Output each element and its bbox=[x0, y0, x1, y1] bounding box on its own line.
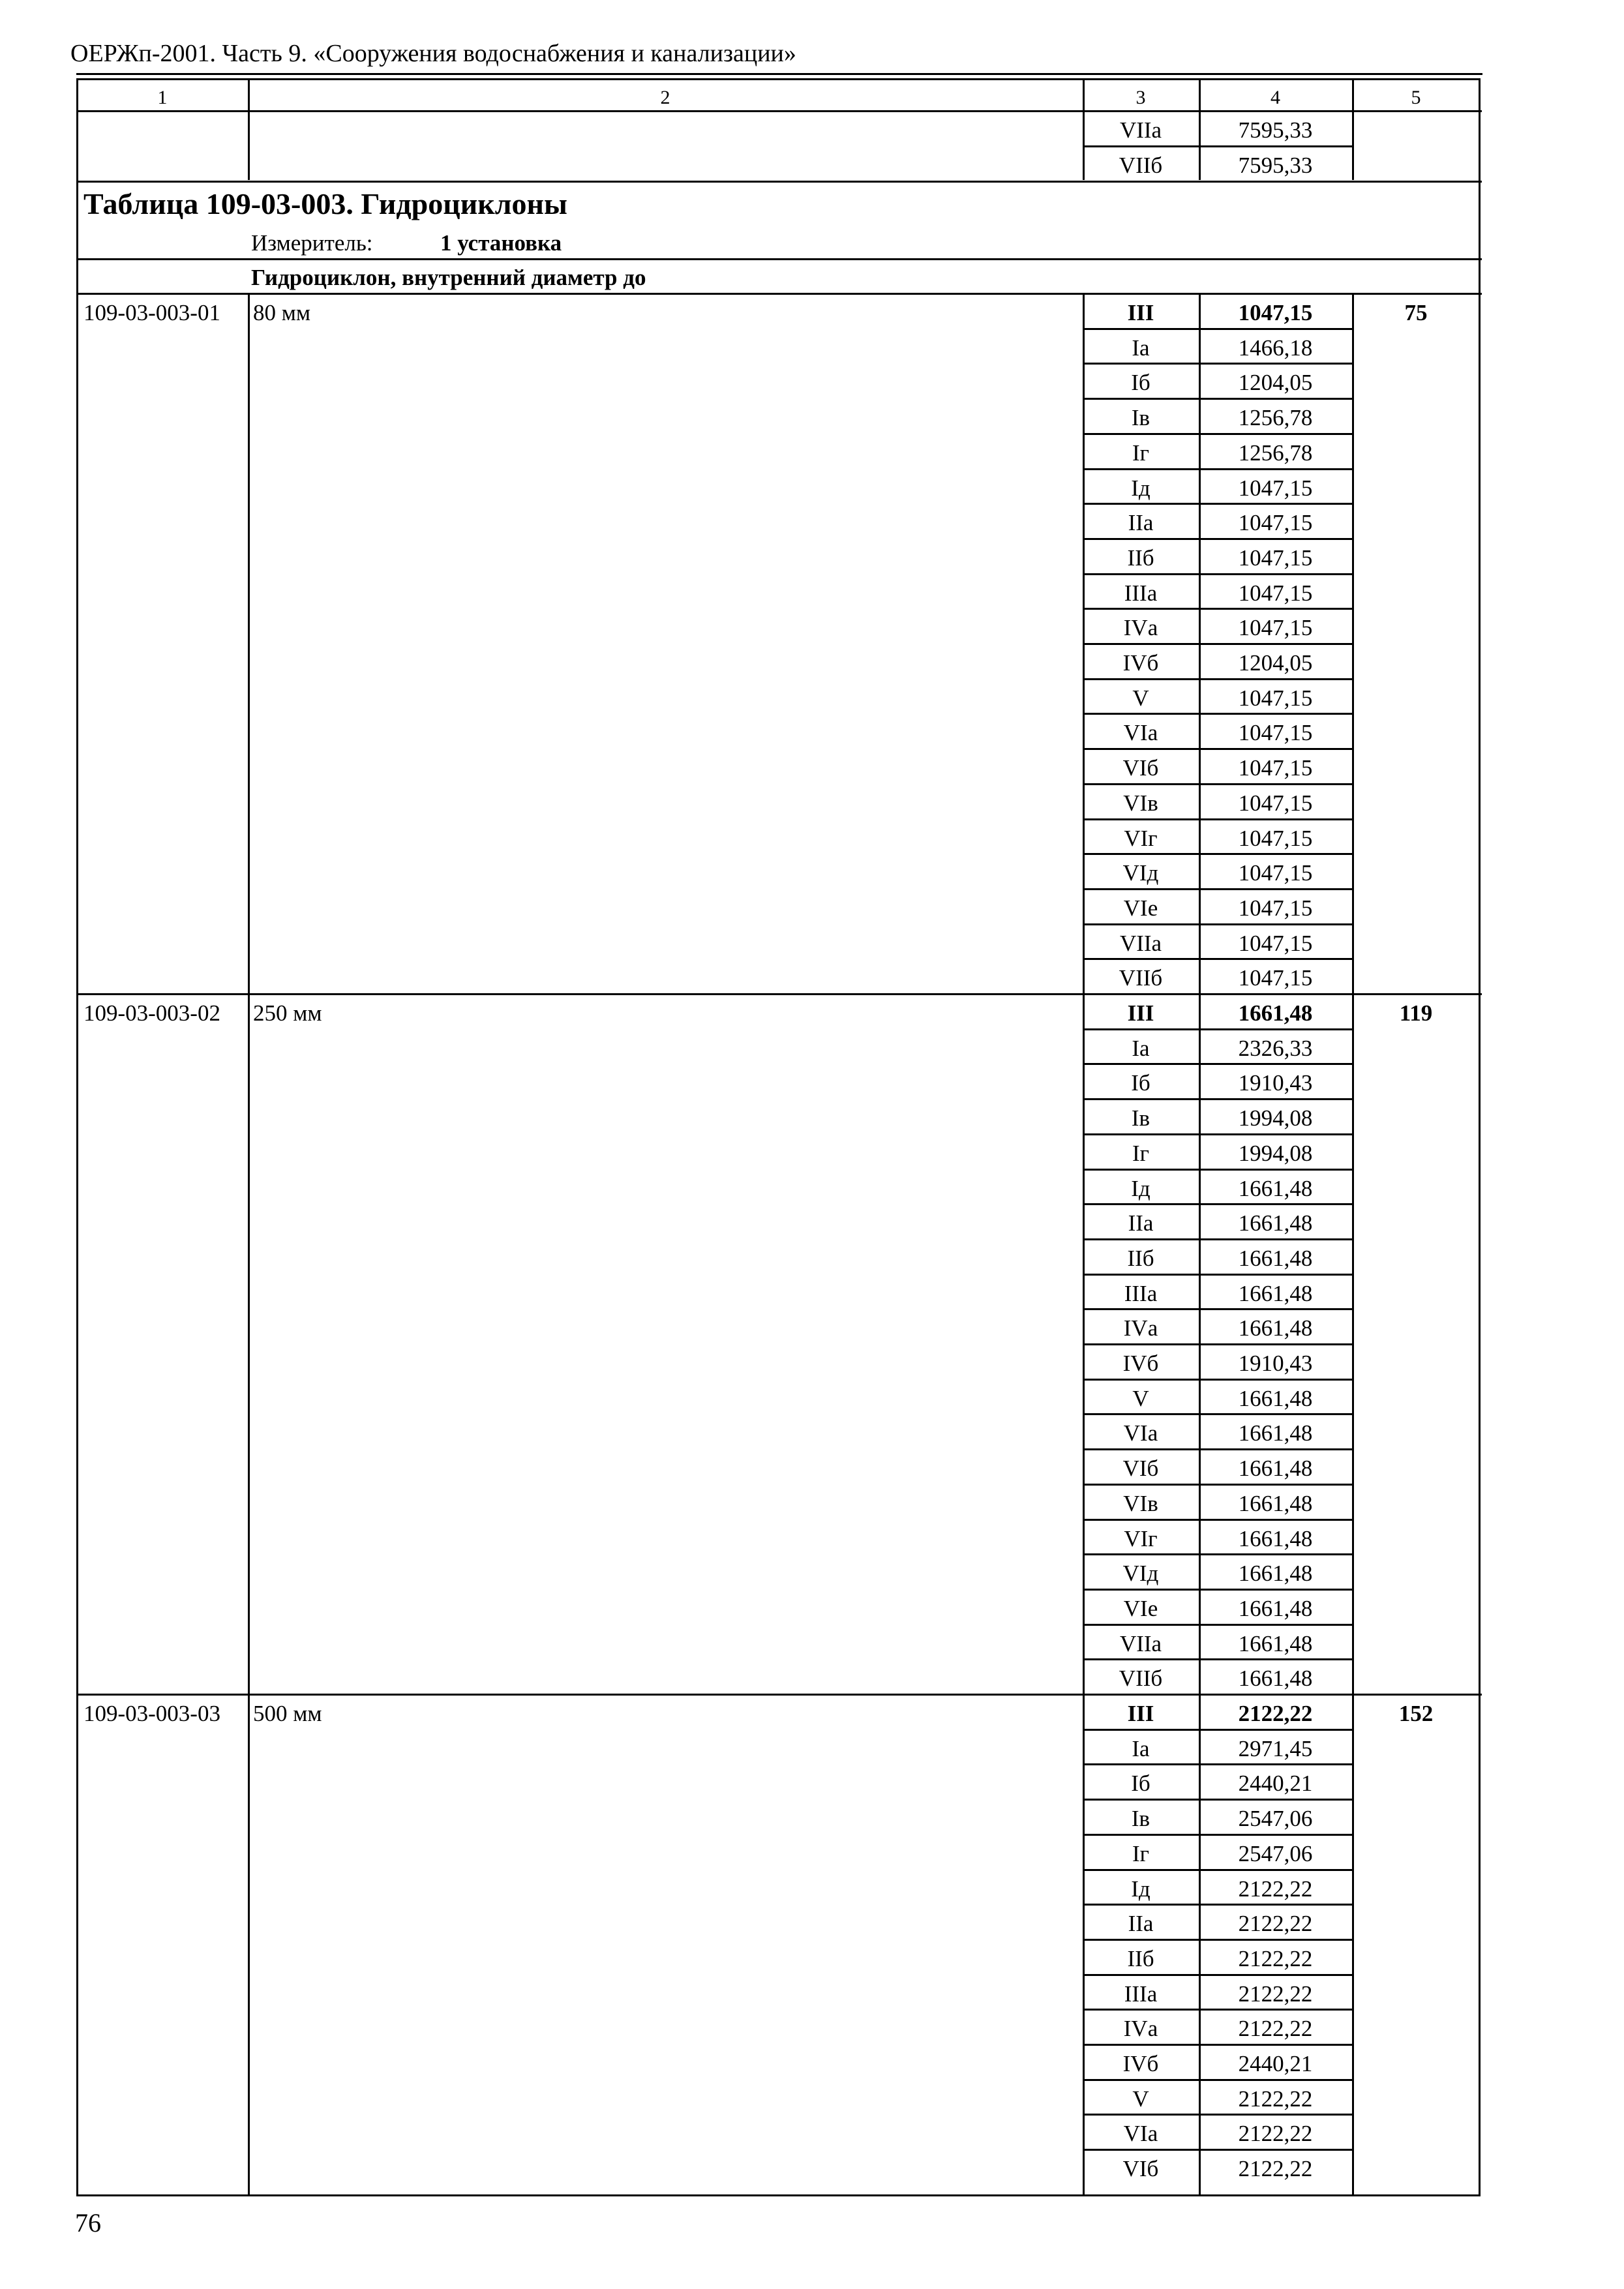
price-cell: 1994,08 bbox=[1238, 1105, 1313, 1131]
price-cell: 1910,43 bbox=[1238, 1070, 1313, 1096]
row-line bbox=[1083, 2114, 1354, 2116]
region-cell: VIб bbox=[1122, 2156, 1159, 2182]
row-line bbox=[1083, 1308, 1354, 1310]
region-cell: IVб bbox=[1122, 650, 1159, 676]
price-cell: 1047,15 bbox=[1238, 300, 1313, 325]
price-cell: 1047,15 bbox=[1238, 755, 1313, 781]
region-cell: Iа bbox=[1132, 1735, 1150, 1761]
region-cell: IVб bbox=[1122, 2051, 1159, 2076]
region-cell: Iв bbox=[1131, 405, 1150, 431]
region-cell: III bbox=[1127, 300, 1154, 325]
region-cell: Iв bbox=[1131, 1105, 1150, 1131]
region-cell: Iг bbox=[1132, 1140, 1149, 1166]
row-line bbox=[1083, 398, 1354, 400]
price-cell: 7595,33 bbox=[1238, 152, 1313, 178]
row-line bbox=[1083, 433, 1354, 435]
item-name: 80 мм bbox=[253, 300, 311, 325]
row-line bbox=[1083, 1169, 1354, 1171]
section-title: Гидроциклон, внутренний диаметр до bbox=[251, 265, 646, 290]
section-bottom bbox=[77, 293, 1482, 295]
region-cell: IIа bbox=[1128, 1911, 1154, 1937]
price-cell: 1661,48 bbox=[1238, 1210, 1313, 1236]
price-cell: 1204,05 bbox=[1238, 370, 1313, 396]
region-cell: IIб bbox=[1127, 545, 1154, 571]
document-header: ОЕРЖп-2001. Часть 9. «Сооружения водоснабжения и канализации» bbox=[70, 40, 796, 67]
row-line bbox=[1083, 2044, 1354, 2046]
region-cell: VIа bbox=[1123, 1420, 1158, 1446]
region-cell: V bbox=[1132, 2086, 1149, 2112]
price-cell: 2440,21 bbox=[1238, 2051, 1313, 2076]
row-line bbox=[1083, 2009, 1354, 2011]
row-line bbox=[1083, 1939, 1354, 1941]
price-cell: 1661,48 bbox=[1238, 1175, 1313, 1201]
region-cell: VIд bbox=[1122, 1561, 1159, 1587]
price-cell: 1661,48 bbox=[1238, 1666, 1313, 1692]
region-cell: Iа bbox=[1132, 335, 1150, 361]
row-line bbox=[1083, 1343, 1354, 1345]
price-cell: 1661,48 bbox=[1238, 1456, 1313, 1482]
region-cell: IIIа bbox=[1124, 1981, 1158, 2007]
row-line bbox=[1083, 1589, 1354, 1591]
row-line bbox=[1083, 1799, 1354, 1801]
region-cell: VIIб bbox=[1119, 1666, 1163, 1692]
region-cell: IVа bbox=[1123, 615, 1158, 641]
region-cell: VIв bbox=[1123, 1490, 1158, 1516]
price-cell: 1047,15 bbox=[1238, 545, 1313, 571]
unit-label: Измеритель: bbox=[251, 230, 373, 256]
region-cell: III bbox=[1127, 1000, 1154, 1026]
item-code: 109-03-003-01 bbox=[83, 300, 220, 325]
body-col-line-1 bbox=[1083, 293, 1085, 2194]
row-line bbox=[1083, 1519, 1354, 1521]
item-code: 109-03-003-02 bbox=[83, 1000, 220, 1026]
row-line bbox=[1083, 2079, 1354, 2081]
region-cell: VIб bbox=[1122, 755, 1159, 781]
row-line bbox=[1083, 363, 1354, 365]
price-cell: 1661,48 bbox=[1238, 1630, 1313, 1656]
row-line bbox=[1083, 573, 1354, 575]
row-line bbox=[1083, 783, 1354, 785]
region-cell: VIб bbox=[1122, 1456, 1159, 1482]
price-cell: 1047,15 bbox=[1238, 860, 1313, 886]
region-cell: V bbox=[1132, 685, 1149, 711]
region-cell: VIв bbox=[1123, 790, 1158, 816]
price-cell: 1910,43 bbox=[1238, 1351, 1313, 1376]
region-cell: IVб bbox=[1122, 1351, 1159, 1376]
region-cell: Iд bbox=[1131, 1175, 1150, 1201]
row-line bbox=[1083, 1413, 1354, 1415]
region-cell: Iд bbox=[1131, 475, 1150, 501]
region-cell: VIа bbox=[1123, 720, 1158, 746]
price-cell: 1661,48 bbox=[1238, 1315, 1313, 1341]
item-name: 250 мм bbox=[253, 1000, 322, 1026]
unit-value: 1 установка bbox=[440, 230, 562, 256]
price-cell: 2547,06 bbox=[1238, 1840, 1313, 1866]
column-header-5: 5 bbox=[1411, 87, 1421, 108]
header-col-line-3 bbox=[1352, 78, 1354, 110]
price-cell: 2122,22 bbox=[1238, 1945, 1313, 1971]
row-line bbox=[1083, 1974, 1354, 1976]
region-cell: VIг bbox=[1124, 825, 1158, 851]
row-line bbox=[1083, 1448, 1354, 1450]
item-weight: 152 bbox=[1398, 1701, 1434, 1726]
price-cell: 1047,15 bbox=[1238, 580, 1313, 606]
item-weight: 119 bbox=[1399, 1000, 1433, 1026]
region-cell: III bbox=[1127, 1701, 1154, 1726]
body-col-line-0 bbox=[248, 293, 250, 2194]
price-cell: 2122,22 bbox=[1238, 2121, 1313, 2147]
region-cell: VIе bbox=[1123, 895, 1158, 921]
row-line bbox=[1083, 538, 1354, 540]
region-cell: IIIа bbox=[1124, 1280, 1158, 1306]
region-cell: Iг bbox=[1132, 1840, 1149, 1866]
carry-col-line-0 bbox=[248, 110, 250, 180]
row-line bbox=[1083, 608, 1354, 610]
price-cell: 2122,22 bbox=[1238, 1911, 1313, 1937]
group-bottom bbox=[77, 1694, 1482, 1696]
row-line bbox=[1083, 503, 1354, 505]
region-cell: VIIб bbox=[1119, 152, 1163, 178]
carry-col-line-1 bbox=[1083, 110, 1085, 180]
row-line bbox=[1083, 1729, 1354, 1731]
region-cell: Iг bbox=[1132, 440, 1149, 466]
body-col-line-3 bbox=[1352, 293, 1354, 2194]
item-name: 500 мм bbox=[253, 1701, 322, 1726]
region-cell: VIе bbox=[1123, 1595, 1158, 1621]
region-cell: VIIа bbox=[1119, 1630, 1162, 1656]
price-cell: 2122,22 bbox=[1238, 1876, 1313, 1902]
region-cell: V bbox=[1132, 1385, 1149, 1411]
row-line bbox=[1083, 1098, 1354, 1100]
price-cell: 2971,45 bbox=[1238, 1735, 1313, 1761]
price-cell: 2122,22 bbox=[1238, 2016, 1313, 2042]
price-cell: 2547,06 bbox=[1238, 1806, 1313, 1832]
price-cell: 1661,48 bbox=[1238, 1385, 1313, 1411]
price-cell: 2122,22 bbox=[1238, 1981, 1313, 2007]
row-line bbox=[1083, 923, 1354, 925]
price-cell: 1994,08 bbox=[1238, 1140, 1313, 1166]
region-cell: Iб bbox=[1131, 1771, 1150, 1797]
item-code: 109-03-003-03 bbox=[83, 1701, 220, 1726]
region-cell: IIIа bbox=[1124, 580, 1158, 606]
region-cell: VIIб bbox=[1119, 965, 1163, 991]
row-line bbox=[1083, 1274, 1354, 1276]
region-cell: VIд bbox=[1122, 860, 1159, 886]
price-cell: 1204,05 bbox=[1238, 650, 1313, 676]
carry-bottom bbox=[77, 181, 1482, 183]
region-cell: IIа bbox=[1128, 510, 1154, 536]
region-cell: IIа bbox=[1128, 1210, 1154, 1236]
row-line bbox=[1083, 1553, 1354, 1555]
row-line bbox=[1083, 1203, 1354, 1205]
price-cell: 1047,15 bbox=[1238, 720, 1313, 746]
price-cell: 1256,78 bbox=[1238, 405, 1313, 431]
row-line bbox=[1083, 1763, 1354, 1765]
row-line bbox=[1083, 958, 1354, 960]
row-line bbox=[1083, 888, 1354, 890]
region-cell: VIIа bbox=[1119, 930, 1162, 956]
item-weight: 75 bbox=[1404, 300, 1428, 325]
header-col-line-1 bbox=[1083, 78, 1085, 110]
price-cell: 7595,33 bbox=[1238, 117, 1313, 143]
price-cell: 1661,48 bbox=[1238, 1280, 1313, 1306]
region-cell: VIIа bbox=[1119, 117, 1162, 143]
title-bottom bbox=[77, 258, 1482, 260]
row-line bbox=[1083, 853, 1354, 855]
row-line bbox=[1083, 1063, 1354, 1065]
row-line bbox=[1083, 643, 1354, 645]
row-line bbox=[1083, 328, 1354, 330]
price-cell: 1661,48 bbox=[1238, 1595, 1313, 1621]
price-cell: 1661,48 bbox=[1238, 1490, 1313, 1516]
region-cell: Iб bbox=[1131, 370, 1150, 396]
price-cell: 1047,15 bbox=[1238, 615, 1313, 641]
price-cell: 1047,15 bbox=[1238, 930, 1313, 956]
region-cell: IVа bbox=[1123, 2016, 1158, 2042]
price-cell: 1661,48 bbox=[1238, 1000, 1313, 1026]
row-line bbox=[1083, 713, 1354, 715]
row-line bbox=[1083, 1834, 1354, 1836]
header-row-bottom bbox=[77, 110, 1482, 112]
price-cell: 2440,21 bbox=[1238, 1771, 1313, 1797]
region-cell: Iв bbox=[1131, 1806, 1150, 1832]
price-cell: 1047,15 bbox=[1238, 685, 1313, 711]
region-cell: VIг bbox=[1124, 1525, 1158, 1551]
price-cell: 2122,22 bbox=[1238, 2086, 1313, 2112]
region-cell: IIб bbox=[1127, 1945, 1154, 1971]
row-line bbox=[1083, 2149, 1354, 2151]
row-line bbox=[1083, 1238, 1354, 1240]
header-col-line-2 bbox=[1199, 78, 1201, 110]
price-cell: 1047,15 bbox=[1238, 790, 1313, 816]
row-line bbox=[1083, 1133, 1354, 1135]
row-line bbox=[1083, 1379, 1354, 1381]
price-cell: 1466,18 bbox=[1238, 335, 1313, 361]
region-cell: VIа bbox=[1123, 2121, 1158, 2147]
page-number: 76 bbox=[75, 2208, 101, 2237]
row-line bbox=[1083, 145, 1354, 147]
price-cell: 1047,15 bbox=[1238, 825, 1313, 851]
region-cell: IVа bbox=[1123, 1315, 1158, 1341]
header-rule bbox=[76, 73, 1482, 75]
region-cell: Iа bbox=[1132, 1035, 1150, 1061]
body-col-line-2 bbox=[1199, 293, 1201, 2194]
row-line bbox=[1083, 1869, 1354, 1871]
row-line bbox=[1083, 468, 1354, 470]
row-line bbox=[1083, 1658, 1354, 1660]
row-line bbox=[1083, 678, 1354, 680]
price-cell: 1661,48 bbox=[1238, 1245, 1313, 1271]
column-header-1: 1 bbox=[157, 87, 168, 108]
price-cell: 1047,15 bbox=[1238, 475, 1313, 501]
group-bottom bbox=[77, 993, 1482, 995]
price-cell: 1661,48 bbox=[1238, 1420, 1313, 1446]
column-header-4: 4 bbox=[1271, 87, 1280, 108]
price-cell: 2122,22 bbox=[1238, 2156, 1313, 2182]
price-cell: 1661,48 bbox=[1238, 1525, 1313, 1551]
row-line bbox=[1083, 1484, 1354, 1486]
row-line bbox=[1083, 748, 1354, 750]
carry-col-line-2 bbox=[1199, 110, 1201, 180]
column-header-3: 3 bbox=[1135, 87, 1146, 108]
row-line bbox=[1083, 818, 1354, 820]
price-cell: 1256,78 bbox=[1238, 440, 1313, 466]
price-cell: 1047,15 bbox=[1238, 965, 1313, 991]
row-line bbox=[1083, 1028, 1354, 1030]
region-cell: Iб bbox=[1131, 1070, 1150, 1096]
price-cell: 1661,48 bbox=[1238, 1561, 1313, 1587]
region-cell: IIб bbox=[1127, 1245, 1154, 1271]
price-cell: 2326,33 bbox=[1238, 1035, 1313, 1061]
row-line bbox=[1083, 1904, 1354, 1906]
carry-col-line-3 bbox=[1352, 110, 1354, 180]
row-line bbox=[1083, 1624, 1354, 1626]
price-cell: 2122,22 bbox=[1238, 1701, 1313, 1726]
column-header-2: 2 bbox=[660, 87, 670, 108]
table-title: Таблица 109-03-003. Гидроциклоны bbox=[83, 187, 567, 220]
region-cell: Iд bbox=[1131, 1876, 1150, 1902]
price-cell: 1047,15 bbox=[1238, 895, 1313, 921]
price-cell: 1047,15 bbox=[1238, 510, 1313, 536]
header-col-line-0 bbox=[248, 78, 250, 110]
